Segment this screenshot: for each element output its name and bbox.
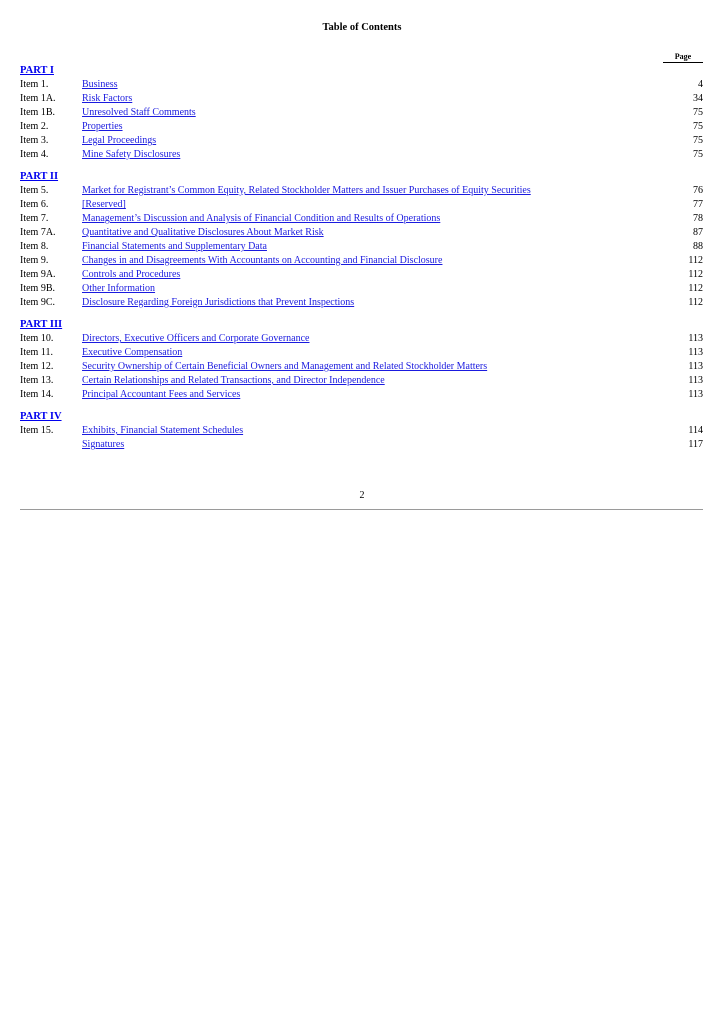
- toc-row: [20, 92, 703, 106]
- toc-row: [20, 184, 703, 198]
- page-number-cell: 112: [688, 255, 703, 266]
- toc-row: [20, 254, 703, 268]
- part-link[interactable]: PART IV: [20, 411, 62, 422]
- part-heading: [20, 170, 703, 184]
- item-number: Item 13.: [20, 375, 54, 386]
- page-number-cell: 34: [693, 93, 703, 104]
- toc-entry-link[interactable]: Directors, Executive Officers and Corporate Governance: [82, 333, 310, 344]
- toc-row: [20, 438, 703, 452]
- item-number: Item 8.: [20, 241, 49, 252]
- page-column-header: Page: [663, 52, 703, 63]
- toc-row: [20, 106, 703, 120]
- item-number: Item 9B.: [20, 283, 55, 294]
- document-title: Table of Contents: [322, 22, 402, 33]
- toc-entry-link[interactable]: Signatures: [82, 439, 125, 450]
- page-number-cell: 75: [693, 107, 703, 118]
- page-number-cell: 77: [693, 199, 703, 210]
- item-number: Item 15.: [20, 425, 54, 436]
- part-link[interactable]: PART III: [20, 319, 63, 330]
- page-number-cell: 112: [688, 269, 703, 280]
- page-number-cell: 114: [688, 425, 703, 436]
- toc-entry-link[interactable]: Executive Compensation: [82, 347, 183, 358]
- page-number-cell: 87: [693, 227, 703, 238]
- toc-entry-link[interactable]: Financial Statements and Supplementary Data: [82, 241, 267, 252]
- page-number-cell: 117: [688, 439, 703, 450]
- table-of-contents: [20, 64, 703, 452]
- item-number: Item 10.: [20, 333, 54, 344]
- item-number: Item 2.: [20, 121, 49, 132]
- item-number: Item 1A.: [20, 93, 56, 104]
- toc-entry-link[interactable]: Changes in and Disagreements With Accountants on Accounting and Financial Disclosure: [82, 255, 443, 266]
- toc-entry-link[interactable]: [Reserved]: [82, 199, 126, 210]
- toc-entry-link[interactable]: Security Ownership of Certain Beneficial Owners and Management and Related Stockholder Matters: [82, 361, 488, 372]
- page-number-cell: 75: [693, 135, 703, 146]
- toc-row: [20, 268, 703, 282]
- item-number: Item 12.: [20, 361, 54, 372]
- item-number: Item 14.: [20, 389, 54, 400]
- toc-entry-link[interactable]: Quantitative and Qualitative Disclosures About Market Risk: [82, 227, 324, 238]
- toc-row: [20, 198, 703, 212]
- item-number: Item 7.: [20, 213, 49, 224]
- page-number-cell: 78: [693, 213, 703, 224]
- part-heading: [20, 318, 703, 332]
- item-number: Item 6.: [20, 199, 49, 210]
- item-number: Item 9A.: [20, 269, 56, 280]
- item-number: Item 9.: [20, 255, 49, 266]
- item-number: Item 4.: [20, 149, 49, 160]
- toc-row: [20, 332, 703, 346]
- toc-entry-link[interactable]: Legal Proceedings: [82, 135, 157, 146]
- toc-entry-link[interactable]: Properties: [82, 121, 123, 132]
- page-number-cell: 76: [693, 185, 703, 196]
- toc-entry-link[interactable]: Mine Safety Disclosures: [82, 149, 181, 160]
- page-number-cell: 113: [688, 389, 703, 400]
- toc-row: [20, 212, 703, 226]
- page-number: 2: [359, 490, 365, 501]
- toc-entry-link[interactable]: Controls and Procedures: [82, 269, 181, 280]
- toc-row: [20, 134, 703, 148]
- toc-row: [20, 282, 703, 296]
- page-number-cell: 112: [688, 297, 703, 308]
- item-number: Item 9C.: [20, 297, 55, 308]
- toc-row: [20, 240, 703, 254]
- page-number-cell: 4: [698, 79, 703, 90]
- item-number: Item 11.: [20, 347, 53, 358]
- toc-entry-link[interactable]: Exhibits, Financial Statement Schedules: [82, 425, 244, 436]
- item-number: Item 3.: [20, 135, 49, 146]
- item-number: Item 1.: [20, 79, 49, 90]
- part-link[interactable]: PART II: [20, 171, 59, 182]
- toc-row: [20, 424, 703, 438]
- item-number: Item 7A.: [20, 227, 56, 238]
- toc-entry-link[interactable]: Other Information: [82, 283, 156, 294]
- toc-entry-link[interactable]: Principal Accountant Fees and Services: [82, 389, 241, 400]
- toc-row: [20, 296, 703, 310]
- page-number-cell: 75: [693, 121, 703, 132]
- toc-row: [20, 78, 703, 92]
- toc-row: [20, 226, 703, 240]
- toc-row: [20, 360, 703, 374]
- page-number-cell: 113: [688, 361, 703, 372]
- toc-row: [20, 374, 703, 388]
- part-link[interactable]: PART I: [20, 65, 54, 76]
- part-heading: [20, 64, 703, 78]
- toc-entry-link[interactable]: Certain Relationships and Related Transactions, and Director Independence: [82, 375, 385, 386]
- page-number-cell: 113: [688, 375, 703, 386]
- toc-entry-link[interactable]: Business: [82, 79, 118, 90]
- toc-entry-link[interactable]: Risk Factors: [82, 93, 133, 104]
- toc-row: [20, 346, 703, 360]
- toc-row: [20, 388, 703, 402]
- page-divider: [20, 509, 703, 510]
- toc-entry-link[interactable]: Market for Registrant’s Common Equity, Related Stockholder Matters and Issuer Purchases of Equity Securities: [82, 185, 531, 196]
- toc-row: [20, 120, 703, 134]
- toc-row: [20, 148, 703, 162]
- item-number: Item 1B.: [20, 107, 55, 118]
- page-number-cell: 88: [693, 241, 703, 252]
- item-number: Item 5.: [20, 185, 49, 196]
- page-number-cell: 113: [688, 333, 703, 344]
- toc-entry-link[interactable]: Disclosure Regarding Foreign Jurisdictions that Prevent Inspections: [82, 297, 355, 308]
- toc-entry-link[interactable]: Unresolved Staff Comments: [82, 107, 196, 118]
- page-number-cell: 113: [688, 347, 703, 358]
- toc-entry-link[interactable]: Management’s Discussion and Analysis of Financial Condition and Results of Operations: [82, 213, 441, 224]
- page-number-cell: 112: [688, 283, 703, 294]
- page-number-cell: 75: [693, 149, 703, 160]
- part-heading: [20, 410, 703, 424]
